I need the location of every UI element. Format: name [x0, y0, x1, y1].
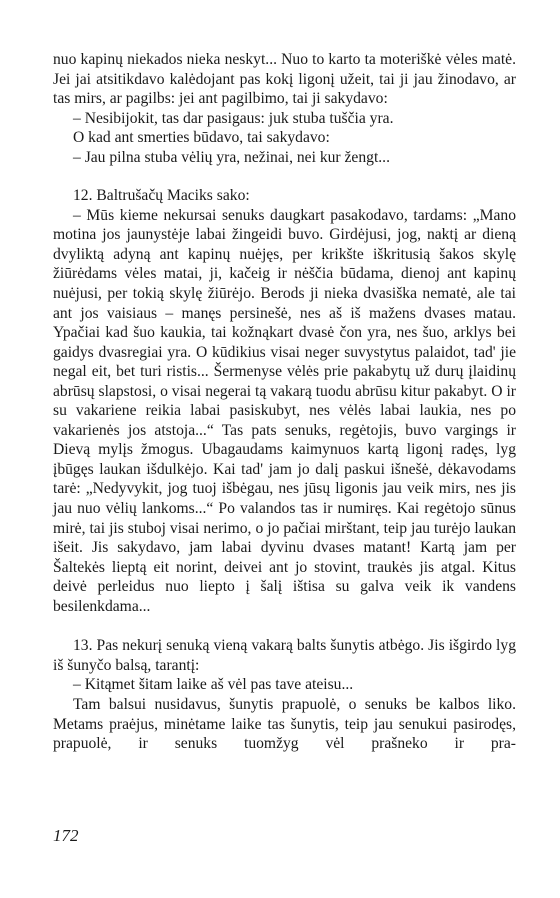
section-12-body: – Mūs kieme nekursai senuks daugkart pasakodavo, tardams: „Mano motina jos jaunystėje labai žingeidi buvo. Girdėjusi, jog, naktį ar dieną dvyliktą adyną ant kapinų nuėjęs, per krikšte iškritusią šakos skylę žiūrėdams vėles matai, ji, kačeig ir nėščia būdama, dienoj ant kapinų nuėjusi, per tokią skylę žiūrėjo. Berods ji nieka dvasiška nematė, ale tai ant jos vaisiaus – manęs persinešė, nes aš iš mažens dvases matau. Ypačiai kad šuo kaukia, tai kožnąkart dvasė čon yra, nes šuo, arklys bei gaidys dvasregiai yra. O kūdikius visai neger suvystytus palaidot, tad' jie negal eit, bet turi ristis... Šermenyse vėlės prie pakabytų už durų įlaidinų abrūsų slapstosi, o visai negerai tą vakarą tuodu abrūsu kitur pakabyt. O ir su vakariene reikia labai pasiskubyt, nes vėlės labai laukia, nes po vakarienės jos atstoja...“ Tas pats senuks, regėtojis, buvo vargings ir Dievą mylįs žmogus. Ubagaudams kaimynuos kartą ligonį radęs, lyg įbūgęs laukan išdulkėjo. Kai tad' jam jo dalį paskui išnešė, dėkavodams tarė: „Nedyvykit, jog tuoj išbėgau, nes jūsų ligonis jau veik mirs, nes jis jau nuo vėlių lankoms...“ Po valandos tas ir numiręs. Kai regėtojo sūnus mirė, tai jis stuboj visai nerimo, o jo pačiai mirštant, teip jau turėjo laukan išeit. Jis sakydavo, jam labai dyvinu dvases matant! Kartą jam per Šaltekės lieptą eit norint, deivei ant jo stovint, traukės jis atgal. Kitus deivė perleidus nuo liepto į šalį ištisa su galva veik ik vandens besilenkdama... [53, 206, 516, 615]
section-13-dialogue: – Kitąmet šitam laike aš vėl pas tave ateisu... [73, 676, 354, 694]
section-13-opening: 13. Pas nekurį senuką vieną vakarą balts šunytis atbėgo. Jis išgirdo lyg iš šunyčo balsą, tarantį: [53, 637, 516, 674]
paragraph-narration: O kad ant smerties būdavo, tai sakydavo: [73, 129, 330, 147]
paragraph-continuation: nuo kapinų niekados nieka neskyt... Nuo to karto ta moteriškė vėles matė. Jei jai atsitikdavo kalėdojant pas kokį ligonį užeit, tai ji jau žinodavo, ar tas mirs, ar pagilbs: jei ant pagilbimo, tai ji sakydavo: [53, 51, 516, 108]
page-number: 172 [53, 826, 79, 845]
page-text [53, 50, 516, 754]
paragraph-dialogue-1: – Nesibijokit, tas dar pasigaus: juk stuba tuščia yra. [73, 109, 394, 127]
section-12-heading: 12. Baltrušačų Maciks sako: [73, 187, 250, 205]
paragraph-dialogue-2: – Jau pilna stuba vėlių yra, nežinai, nei kur žengt... [73, 148, 390, 166]
section-13-body: Tam balsui nusidavus, šunytis prapuolė, o senuks be kalbos liko. Metams praėjus, minėtame laike tas šunytis, teip jau senukui pasirodęs, prapuolė, ir senuks tuomžyg vėl prašneko ir pra- [53, 695, 516, 753]
